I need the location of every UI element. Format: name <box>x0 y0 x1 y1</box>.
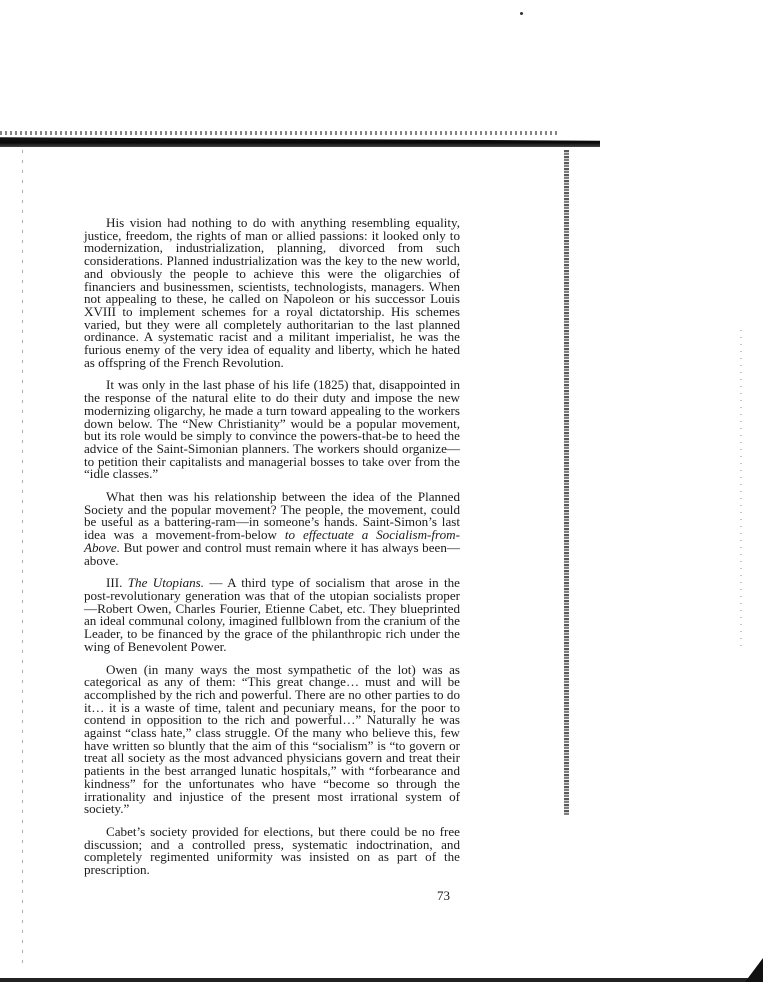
page-number: 73 <box>437 888 450 903</box>
scan-left-edge <box>22 150 23 970</box>
paragraph-6 <box>84 823 460 878</box>
paragraph-1-text: His vision had nothing to do with anything resembling equality, justice, freedom, the rights of man or allied passions: it looked only to modernization, industrialization, planning, divorced from such considerations. Planned industrialization was the key to the new world, and obviously the people to achieve this were the oligarchies of financiers and businessmen, scientists, technologists, managers. When not appealing to these, he called on Napoleon or his successor Louis XVIII to implement schemes for a royal dictatorship. His schemes varied, but they were all completely authoritarian to the last planned ordinance. A systematic racist and a militant imperialist, he was the furious enemy of the very idea of equality and liberty, which he hated as offspring of the French Revolution. <box>84 215 460 370</box>
scan-top-bar-fade <box>0 131 560 135</box>
page-body-text <box>84 217 460 877</box>
paragraph-3 <box>84 491 460 567</box>
paragraph-3-after: But power and control must remain where it has always been—above. <box>84 539 460 568</box>
paragraph-4-text: III. <box>106 575 128 591</box>
paragraph-5 <box>84 661 460 817</box>
paragraph-3-italic: to effectuate a Socialism-from-Above. <box>84 527 460 555</box>
paragraph-2-text: It was only in the last phase of his life (1825) that, disappointed in the response of the natural elite to do their duty and impose the new modernizing oligarchy, he made a turn toward appealing to the workers down below. The “New Christianity” would be a popular movement, but its role would be simply to convince the powers-that-be to heed the advice of the Saint-Simonian planners. The workers should organize—to petition their capitalists and managerial bosses to take over from the “idle classes.” <box>84 377 460 482</box>
scan-right-binding-edge <box>564 150 569 815</box>
paragraph-4-italic: The Utopians. <box>127 575 205 591</box>
paragraph-5-text: Owen (in many ways the most sympathetic of the lot) was as categorical as any of them: “This great change… must and will be accomplished by the rich and powerful. There are no other parties to do it… it is a waste of time, talent and pecuniary means, for the poor to contend in opposition to the rich and powerful…” Naturally he was against “class hate,” class struggle. Of the many who believe this, few have written so bluntly that the aim of this “socialism” is “to govern or treat all society as the most advanced physicians govern and treat their patients in the best arranged lunatic hospitals,” with “forbearance and kindness” for the unfortunates who have “become so through the irrationality and injustice of the present most irrational system of society.” <box>84 661 460 817</box>
paragraph-1 <box>84 217 460 369</box>
scan-top-shadow-bar <box>0 133 600 147</box>
scan-dot <box>520 12 523 15</box>
scan-bottom-corner <box>745 958 763 982</box>
paragraph-4 <box>84 577 460 653</box>
scan-bottom-bar <box>0 978 763 982</box>
paragraph-4-after: — A third type of socialism that arose in the post-revolutionary generation was that of the utopian socialists proper—Robert Owen, Charles Fourier, Etienne Cabet, etc. They blueprinted an ideal communal colony, imagined fullblown from the cranium of the Leader, to be financed by the grace of the philanthropic rich under the wing of Benevolent Power. <box>84 575 460 654</box>
scan-right-faint-edge <box>740 330 742 650</box>
paragraph-3-text: What then was his relationship between the idea of the Planned Society and the popular movement? The people, the movement, could be useful as a battering-ram—in someone’s hands. Saint-Simon’s last idea was a movement-from-below <box>84 489 460 543</box>
paragraph-6-text: Cabet’s society provided for elections, but there could be no free discussion; and a controlled press, systematic indoctrination, and completely regimented uniformity was insisted on as part of the prescription. <box>84 823 460 878</box>
paragraph-2 <box>84 379 460 481</box>
